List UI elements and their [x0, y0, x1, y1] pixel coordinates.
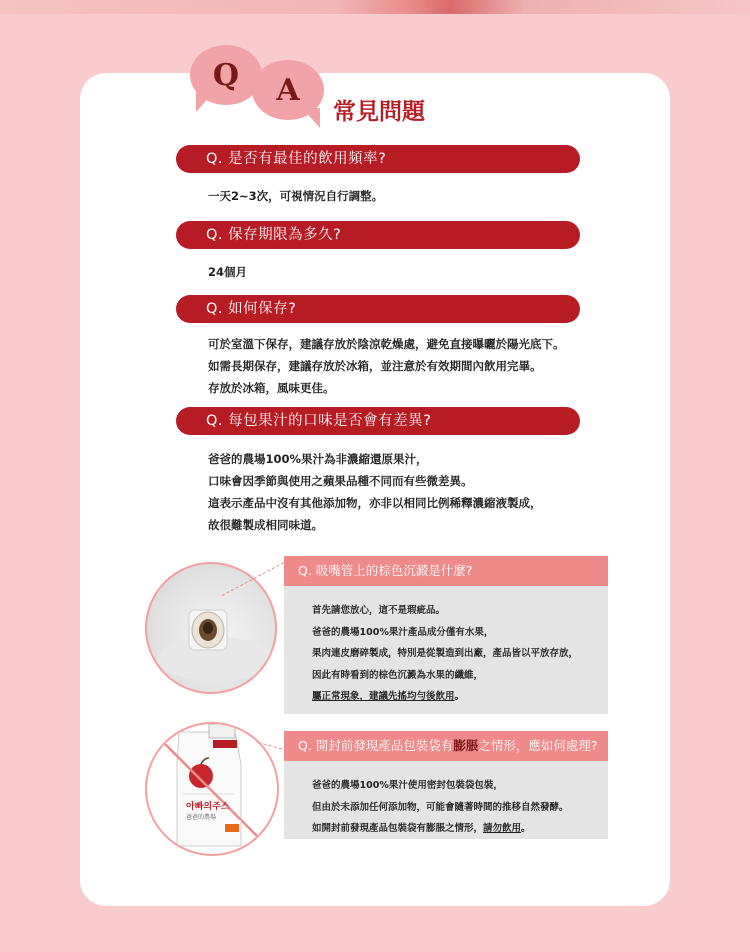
panel-line: 果肉連皮磨碎製成，特別是從製造到出廠，產品皆以平放存放，: [312, 648, 579, 659]
answer-line: 可於室溫下保存，建議存放於陰涼乾燥處，避免直接曝曬於陽光底下。: [208, 337, 565, 351]
question-text: 之情形，應如何處理?: [478, 738, 598, 753]
answer-line: 故很難製成相同味道。: [208, 518, 323, 532]
panel-text: 如開封前發現產品包裝袋有膨脹之情形，: [312, 823, 484, 834]
panel-line: 因此有時看到的棕色沉澱為水果的纖維，: [312, 669, 484, 681]
answer-line: 存放於冰箱，風味更佳。: [208, 381, 335, 395]
answer-line: 這表示產品中沒有其他添加物，亦非以相同比例稀釋濃縮液製成，: [208, 496, 542, 510]
panel-line: 爸爸的農場100%果汁產品成分僅有水果，: [312, 626, 494, 638]
underlined-text: 建議先搖均勻後飲用: [369, 691, 455, 702]
highlight-text: 膨脹: [453, 738, 479, 753]
answer-line: 爸爸的農場100%果汁為非濃縮還原果汁，: [208, 452, 428, 466]
answer-line: 24個月: [208, 265, 248, 279]
panel-line-last: [312, 686, 608, 708]
period: 。: [454, 691, 465, 702]
page-title: 常見問題: [333, 99, 425, 125]
info-panel-swelling: [284, 731, 608, 839]
straw-spout-icon: [147, 564, 275, 692]
faq-answer-3: [208, 333, 618, 399]
panel-question: Q. 吸嘴管上的棕色沉澱是什麼?: [284, 556, 608, 586]
a-bubble: A: [252, 60, 324, 120]
answer-line: 口味會因季節與使用之蘋果品種不同而有些微差異。: [208, 474, 473, 488]
straw-closeup-image: [145, 562, 277, 694]
q-bubble: Q: [190, 45, 262, 105]
panel-answer: [284, 586, 608, 708]
faq-question-4: Q. 每包果汁的口味是否會有差異?: [176, 407, 580, 435]
underlined-text: 請勿飲用: [483, 823, 522, 834]
panel-line-last: [312, 818, 608, 840]
panel-line: 但由於未添加任何添加物，可能會隨著時間的推移自然發酵。: [312, 801, 569, 813]
answer-line: 如需長期保存，建議存放於冰箱，並注意於有效期間內飲用完畢。: [208, 359, 542, 373]
q-bubble-tail: [196, 92, 214, 112]
panel-question: [284, 731, 608, 761]
question-text: Q. 開封前發現產品包裝袋有: [298, 738, 454, 753]
juice-pouch-icon: [147, 724, 277, 854]
info-panel-sediment: [284, 556, 608, 714]
faq-question-2: Q. 保存期限為多久?: [176, 221, 580, 249]
top-banner-strip: [0, 0, 750, 14]
panel-line: 爸爸的農場100%果汁使用密封包裝袋包裝，: [312, 780, 503, 791]
period: 。: [521, 823, 531, 834]
product-sub-label: 爸爸的農場: [186, 814, 217, 821]
faq-answer-1: [208, 185, 618, 207]
faq-answer-2: [208, 261, 618, 283]
faq-answer-4: [208, 448, 618, 536]
underlined-text: 屬正常現象，: [312, 691, 370, 702]
faq-question-3: Q. 如何保存?: [176, 295, 580, 323]
answer-line: 一天2~3次，可視情況自行調整。: [208, 189, 384, 203]
panel-answer: [284, 761, 608, 840]
a-bubble-tail: [302, 108, 320, 128]
faq-question-1: Q. 是否有最佳的飲用頻率?: [176, 145, 580, 173]
haccp-badge: HACCP: [224, 820, 242, 826]
product-brand-label: 아빠의주스: [186, 802, 230, 812]
panel-line: 首先請您放心，這不是瑕疵品。: [312, 605, 446, 616]
